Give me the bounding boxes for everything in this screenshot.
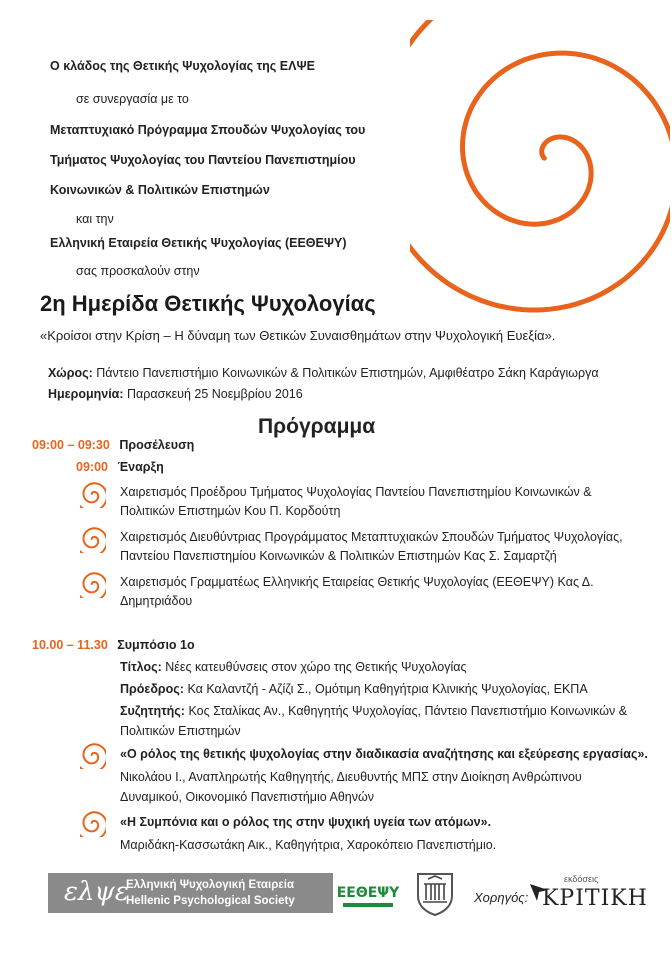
venue-row xyxy=(48,366,599,380)
event-subtitle: «Κροίσοι στην Κρίση – Η δύναμη των Θετικών Συναισθημάτων στην Ψυχολογική Ευεξία». xyxy=(40,328,556,343)
discussant-value-line-2: Πολιτικών Επιστημών xyxy=(120,724,241,738)
eethepsy-logo-text: ΕΕΘΕΨΥ xyxy=(337,885,399,901)
greeting-1-line-1: Χαιρετισμός Προέδρου Τμήματος Ψυχολογίας Παντείου Πανεπιστημίου Κοινωνικών & xyxy=(120,485,592,499)
session-title: Έναρξη xyxy=(117,460,164,474)
session-time: 10.00 – 11.30 xyxy=(32,638,108,652)
talk-1-speaker-line-2: Δυναμικού, Οικονομικό Πανεπιστήμιο Αθηνών xyxy=(120,790,375,804)
date-row xyxy=(48,387,303,401)
spiral-bullet-icon xyxy=(80,811,106,837)
date-label: Ημερομηνία: xyxy=(48,387,124,401)
sponsor-label: Χορηγός: xyxy=(474,890,529,905)
session-arrival xyxy=(32,438,194,452)
intro-line-1: Ο κλάδος της Θετικής Ψυχολογίας της ΕΛΨΕ xyxy=(50,59,315,73)
intro-line-2: σε συνεργασία με το xyxy=(76,92,189,106)
talk-2-speaker: Μαριδάκη-Κασσωτάκη Αικ., Καθηγήτρια, Χαροκόπειο Πανεπιστήμιο. xyxy=(120,838,497,852)
intro-line-3: Μεταπτυχιακό Πρόγραμμα Σπουδών Ψυχολογίας του xyxy=(50,123,366,137)
talk-1-speaker-line-1: Νικολάου Ι., Αναπληρωτής Καθηγητής, Διευθυντής ΜΠΣ στην Διοίκηση Ανθρώπινου xyxy=(120,770,582,784)
chair-label: Πρόεδρος: xyxy=(120,682,184,696)
talk-2-title: «Η Συμπόνια και ο ρόλος της στην ψυχική υγεία των ατόμων». xyxy=(120,815,492,829)
program-heading: Πρόγραμμα xyxy=(258,415,376,438)
spiral-bullet-icon xyxy=(80,743,106,769)
session-title: Προσέλευση xyxy=(119,438,195,452)
session-title: Συμπόσιο 1ο xyxy=(117,638,195,652)
elpse-logo-text: ελψε xyxy=(64,877,129,907)
eethepsy-logo xyxy=(337,873,399,913)
greeting-2-line-2: Παντείου Πανεπιστημίου Κοινωνικών & Πολιτικών Επιστημών Κας Σ. Σαμαρτζή xyxy=(120,549,557,563)
session-opening xyxy=(76,460,164,474)
session-symposium xyxy=(32,638,195,652)
symposium-discussant-row xyxy=(120,704,627,718)
title-value: Νέες κατευθύνσεις στον χώρο της Θετικής Ψυχολογίας xyxy=(165,660,467,674)
chair-value: Κα Καλαντζή - Αζίζι Σ., Ομότιμη Καθηγήτρια Κλινικής Ψυχολογίας, ΕΚΠΑ xyxy=(187,682,588,696)
publisher-name: ΚΡΙΤΙΚΗ xyxy=(542,886,648,911)
greeting-2-line-1: Χαιρετισμός Διευθύντριας Προγράμματος Μεταπτυχιακών Σπουδών Τμήματος Ψυχολογίας, xyxy=(120,530,623,544)
symposium-chair-row xyxy=(120,682,588,696)
spiral-bullet-icon xyxy=(80,572,106,598)
spiral-bullet-icon xyxy=(80,482,106,508)
society-name-english: Hellenic Psychological Society xyxy=(126,895,295,907)
discussant-value: Κος Σταλίκας Αν., Καθηγητής Ψυχολογίας, Πάντειο Πανεπιστήμιο Κοινωνικών & xyxy=(188,704,628,718)
venue-label: Χώρος: xyxy=(48,366,93,380)
kritiki-publisher-logo xyxy=(528,874,648,916)
event-title: 2η Ημερίδα Θετικής Ψυχολογίας xyxy=(40,291,376,316)
greeting-1-line-2: Πολιτικών Επιστημών Κου Π. Κορδούτη xyxy=(120,504,341,518)
venue-value: Πάντειο Πανεπιστήμιο Κοινωνικών & Πολιτικών Επιστημών, Αμφιθέατρο Σάκη Καράγιωργα xyxy=(96,366,599,380)
discussant-label: Συζητητής: xyxy=(120,704,185,718)
session-time: 09:00 xyxy=(76,460,108,474)
spiral-graphic xyxy=(410,20,670,320)
publisher-small-label: εκδόσεις xyxy=(564,874,599,884)
session-time: 09:00 – 09:30 xyxy=(32,438,110,452)
intro-line-6: και την xyxy=(76,212,114,226)
greeting-3-line-1: Χαιρετισμός Γραμματέως Ελληνικής Εταιρείας Θετικής Ψυχολογίας (ΕΕΘΕΨΥ) Κας Δ. xyxy=(120,575,594,589)
greeting-3-line-2: Δημητριάδου xyxy=(120,594,193,608)
intro-line-7: Ελληνική Εταιρεία Θετικής Ψυχολογίας (ΕΕΘΕΨΥ) xyxy=(50,236,347,250)
talk-1-title: «Ο ρόλος της θετικής ψυχολογίας στην διαδικασία αναζήτησης και εξεύρεσης εργασίας». xyxy=(120,747,648,761)
intro-line-4: Τμήματος Ψυχολογίας του Παντείου Πανεπιστημίου xyxy=(50,153,356,167)
spiral-bullet-icon xyxy=(80,527,106,553)
date-value: Παρασκευή 25 Νοεμβρίου 2016 xyxy=(127,387,303,401)
symposium-title-row xyxy=(120,660,467,674)
society-name-greek: Ελληνική Ψυχολογική Εταιρεία xyxy=(126,879,295,891)
intro-line-8: σας προσκαλούν στην xyxy=(76,264,200,278)
hellenic-psychological-society-logo xyxy=(48,873,333,913)
title-label: Τίτλος: xyxy=(120,660,162,674)
panteion-university-crest-icon xyxy=(414,870,456,916)
intro-line-5: Κοινωνικών & Πολιτικών Επιστημών xyxy=(50,183,270,197)
